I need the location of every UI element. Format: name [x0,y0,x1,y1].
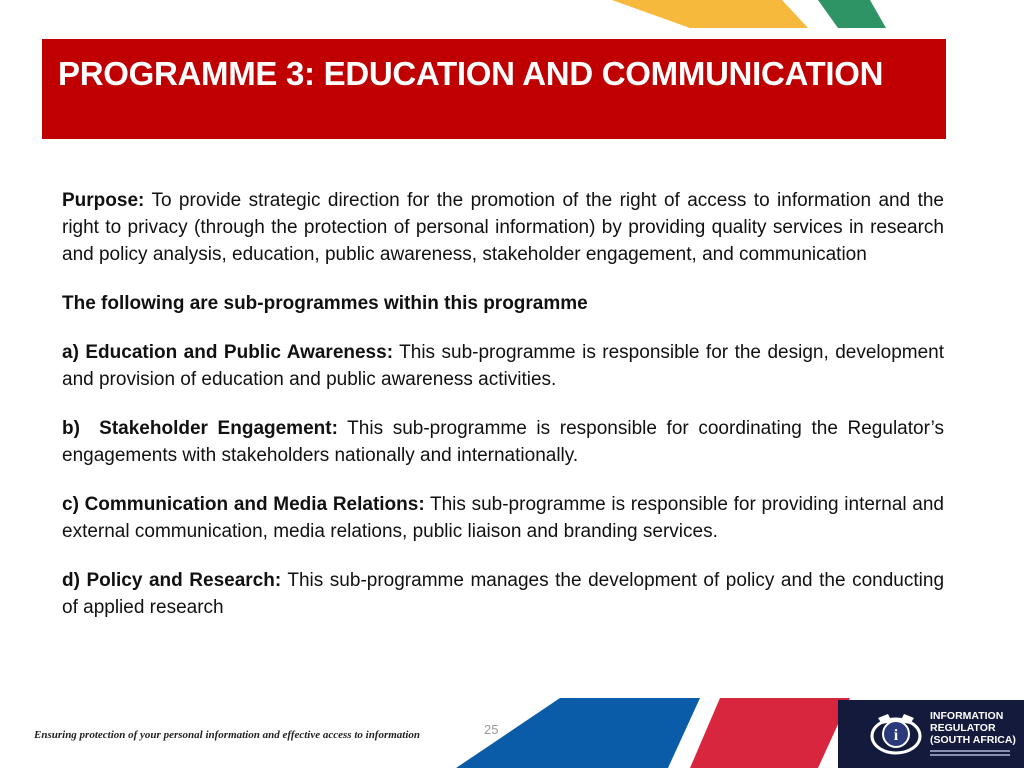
subprogramme-text: This sub-programme manages the development of policy and the conducting of applied research [62,570,945,618]
subprogramme-item [62,567,944,621]
green-stripe [818,0,886,28]
subprogramme-item [62,491,944,545]
svg-text:i: i [893,727,899,744]
purpose-paragraph [62,187,944,268]
subprogramme-text: This sub-programme is responsible for the design, development and provision of education and public awareness activities. [62,342,944,390]
information-regulator-logo [838,700,1024,768]
logo-line: REGULATOR [930,722,996,734]
slide-title: PROGRAMME 3: EDUCATION AND COMMUNICATION [58,55,884,92]
yellow-stripe [612,0,808,28]
subprogramme-label: c) Communication and Media Relations: [62,494,425,515]
subprogrammes-heading: The following are sub-programmes within this programme [62,293,588,314]
logo-line: INFORMATION [930,710,1004,722]
purpose-label: Purpose: [62,190,145,211]
footer-tagline: Ensuring protection of your personal information and effective access to information [34,729,421,741]
subprogramme-text: This sub-programme is responsible for providing internal and external communication, media relations, public liaison and branding services. [62,494,944,542]
subprogramme-text: This sub-programme is responsible for coordinating the Regulator’s engagements with stakeholders nationally and internationally. [62,418,944,466]
subprogramme-item [62,415,944,469]
subprogramme-label: d) Policy and Research: [62,570,282,591]
slide-content [62,187,944,643]
page-number: 25 [484,722,499,737]
logo-line: (SOUTH AFRICA) [930,734,1016,746]
subprogramme-item [62,339,944,393]
subprogramme-label: b) Stakeholder Engagement: [62,418,338,439]
logo-text [930,710,1016,746]
regulator-emblem-icon [868,710,924,758]
subprogramme-label: a) Education and Public Awareness: [62,342,394,363]
title-bar [42,39,946,139]
purpose-text: To provide strategic direction for the promotion of the right of access to information and the right to privacy (through the protection of personal information) by providing quality services in research and policy analysis, education, public awareness, stakeholder engagement, and communication [62,190,944,265]
red-stripe [690,698,850,768]
logo-fine-print [930,750,1010,758]
top-decorative-stripes [0,0,1024,40]
